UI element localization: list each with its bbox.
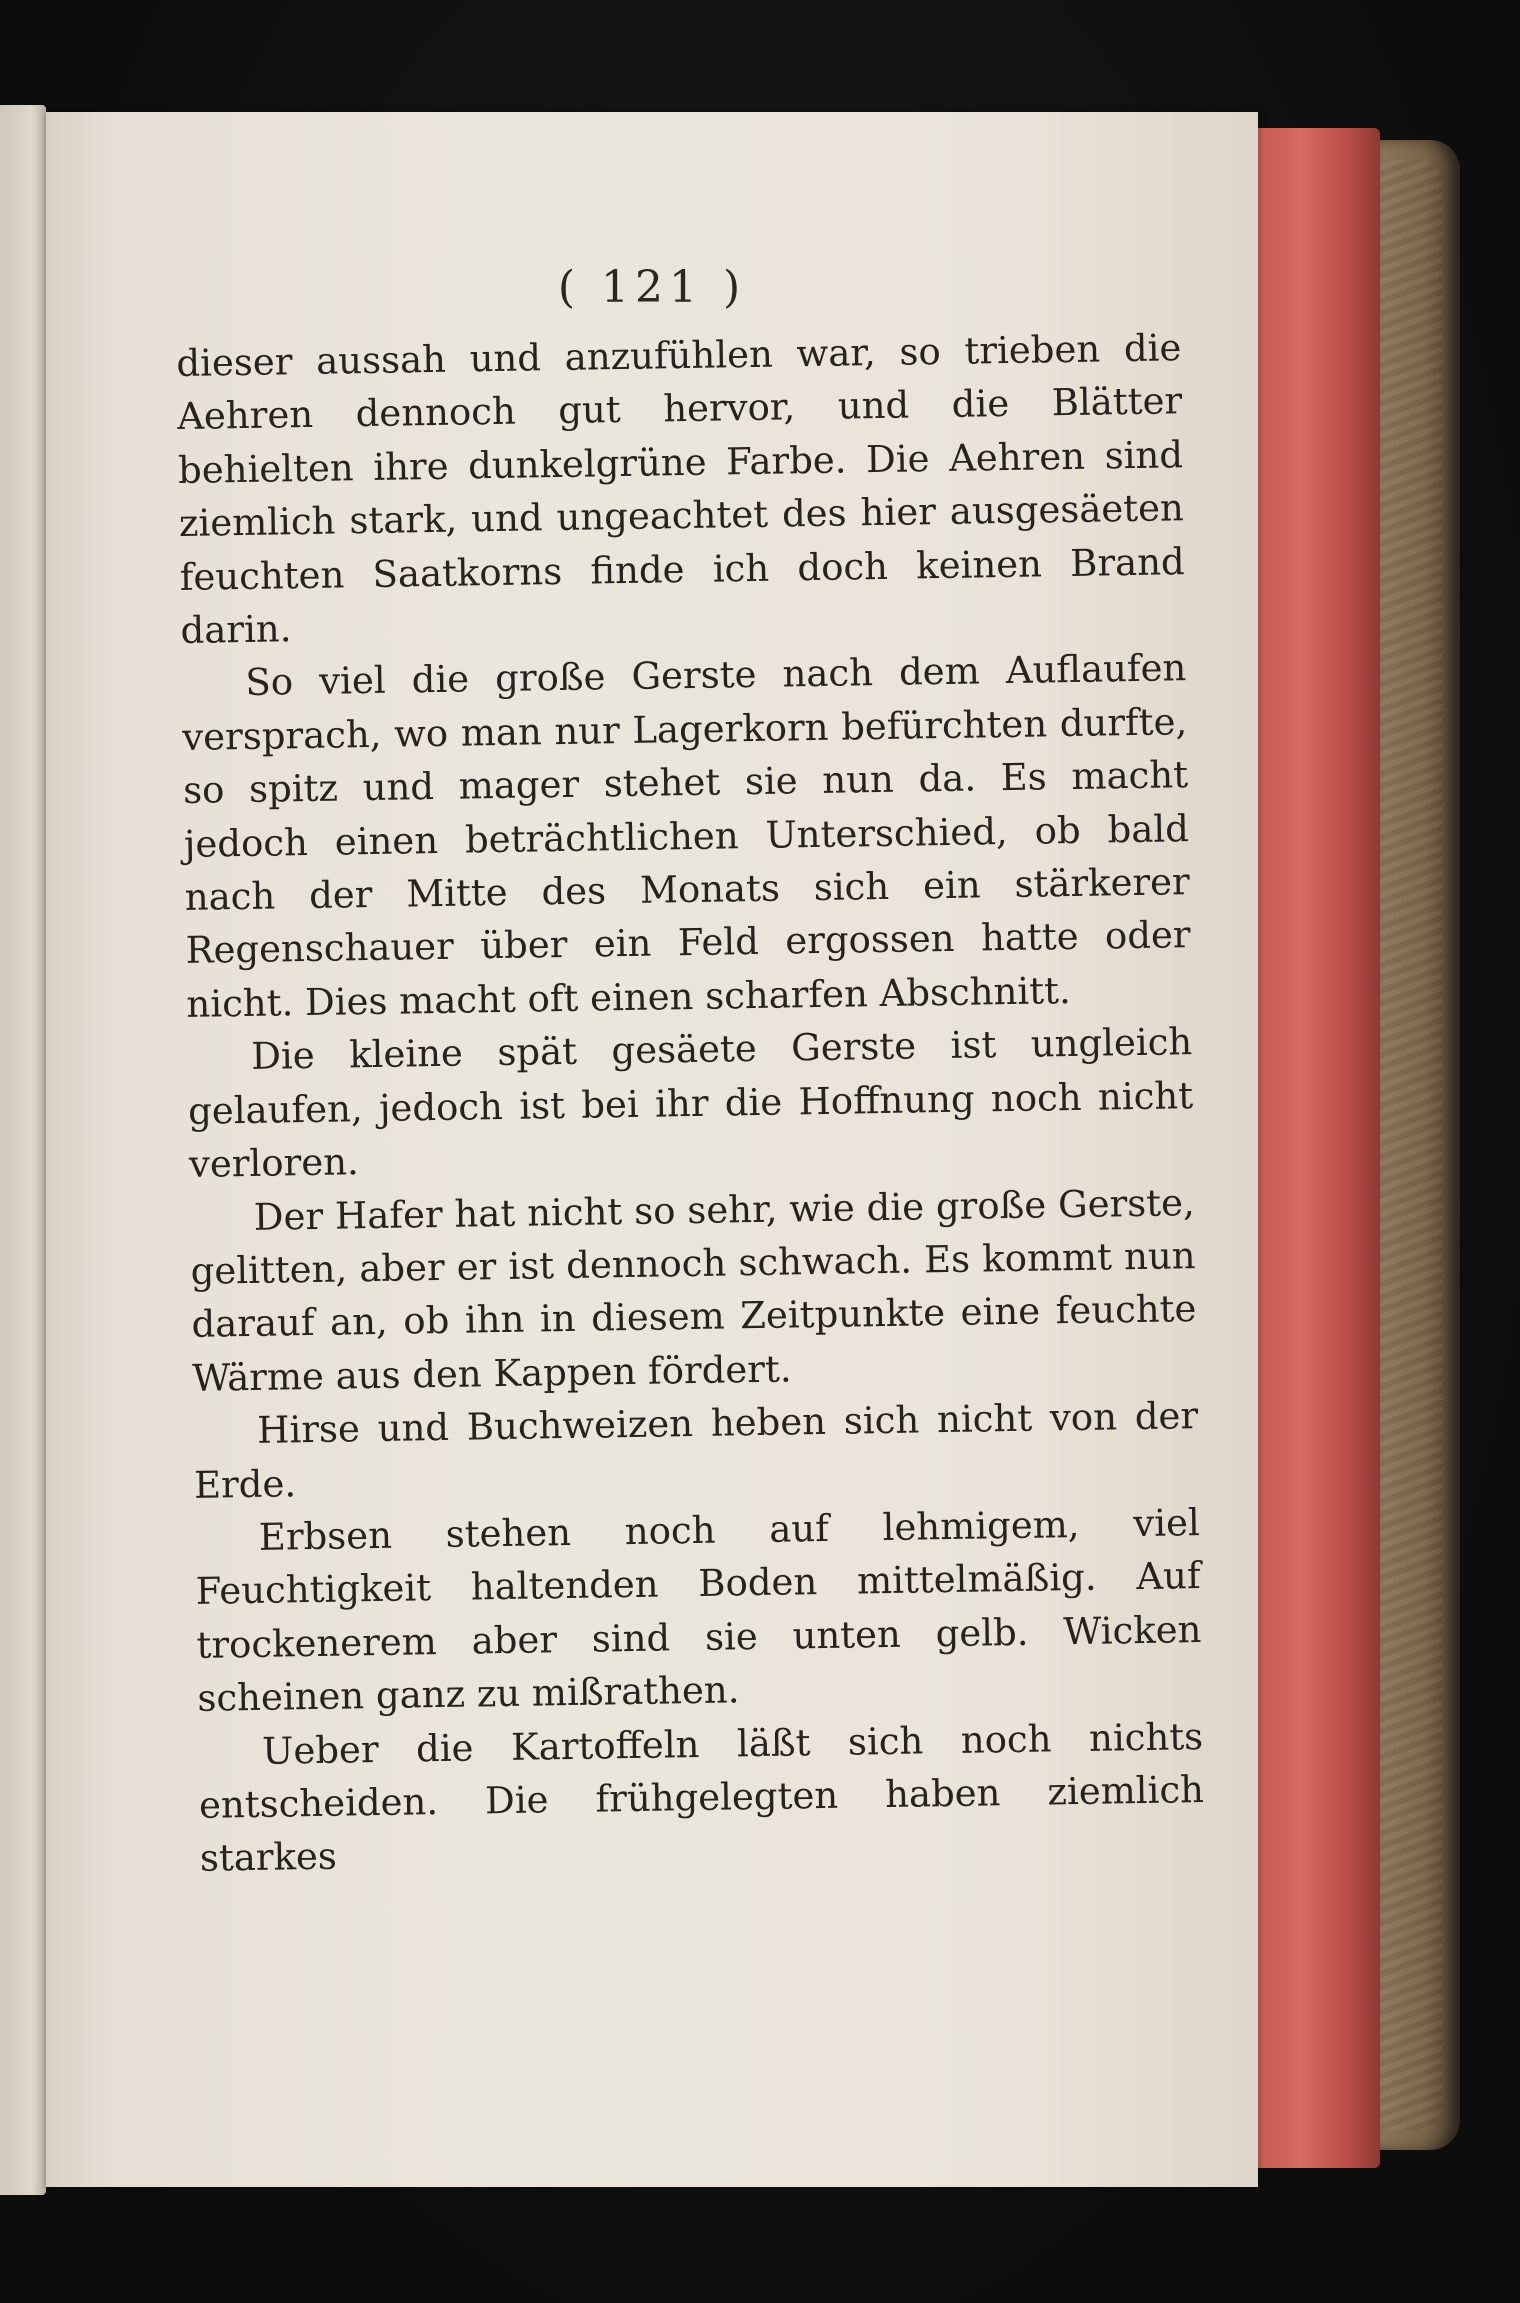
paragraph: So viel die große Gerste nach dem Auflaufen versprach, wo man nur Lagerkorn befürchten durfte, so spitz und mager stehet sie nun da. Es macht jedoch einen beträchtlichen Unterschied, ob bald nach der Mitte des Monats sich ein stärkerer Regenschauer über ein Feld ergossen hatte oder nicht. Dies macht oft einen scharfen Abschnitt. — [181, 646, 1191, 1026]
paragraph: Hirse und Buchweizen heben sich nicht von der Erde. — [193, 1394, 1199, 1507]
paragraph: Erbsen stehen noch auf lehmigem, viel Feuchtigkeit haltenden Boden mittelmäßig. Auf trockenerem aber sind sie unten gelb. Wicken scheinen ganz zu mißrathen. — [195, 1501, 1202, 1720]
page-text — [176, 321, 1205, 1885]
book-page — [46, 112, 1258, 2187]
red-page-edges — [1250, 128, 1380, 2168]
paragraph: Der Hafer hat nicht so sehr, wie die große Gerste, gelitten, aber er ist dennoch schwach. Es kommt nun darauf an, ob ihn in diesem Zeitpunkte eine feuchte Wärme aus den Kappen fördert. — [190, 1180, 1197, 1400]
facing-page-edge — [0, 105, 46, 2195]
paragraph: dieser aussah und anzufühlen war, so trieben die Aehren dennoch gut hervor, und die Blätter behielten ihre dunkelgrüne Farbe. Die Aehren sind ziemlich stark, und ungeachtet des hier ausgesäeten feuchten Saatkorns finde ich doch keinen Brand darin. — [176, 326, 1185, 652]
paragraph: Ueber die Kartoffeln läßt sich noch nichts entscheiden. Die frühgelegten haben ziemlich starkes — [198, 1714, 1205, 1881]
page-number: ( 121 ) — [557, 262, 747, 313]
paragraph: Die kleine spät gesäete Gerste ist ungleich gelaufen, jedoch ist bei ihr die Hoffnung noch nicht verloren. — [187, 1020, 1194, 1186]
